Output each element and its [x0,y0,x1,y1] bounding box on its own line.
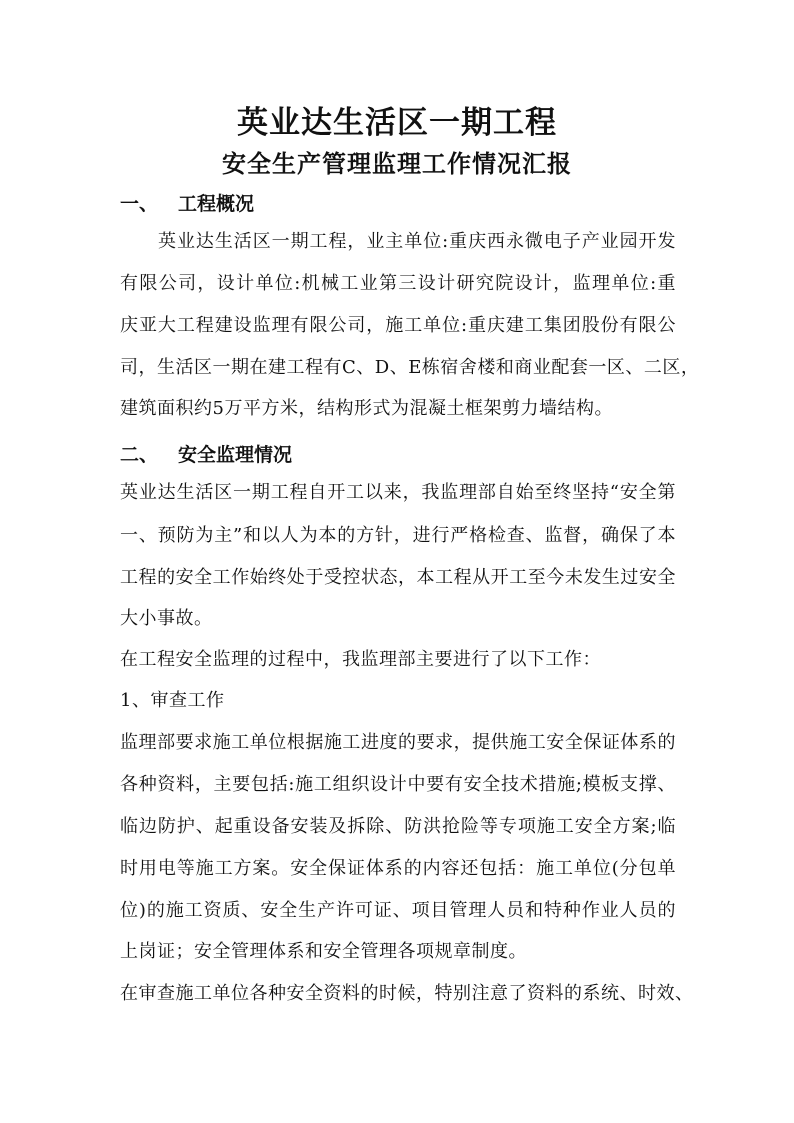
document-title: 英业达生活区一期工程 [237,105,557,141]
paragraph-line: 上岗证；安全管理体系和安全管理各项规章制度。 [120,941,527,962]
paragraph-line: 监理部要求施工单位根据施工进度的要求，提供施工安全保证体系的 [120,732,676,753]
paragraph-line: 大小事故。 [120,608,213,629]
paragraph-line: 工程的安全工作始终处于受控状态，本工程从开工至今未发生过安全 [120,567,676,588]
paragraph-line: 一、预防为主”和以人为本的方针，进行严格检查、监督，确保了本 [120,525,676,546]
paragraph-line: 英业达生活区一期工程，业主单位:重庆西永微电子产业园开发 [158,231,676,252]
paragraph-line: 建筑面积约5万平方米，结构形式为混凝土框架剪力墙结构。 [120,398,613,419]
paragraph-line: 英业达生活区一期工程自开工以来，我监理部自始至终坚持“安全第 [120,482,676,503]
section-number: 一、 [120,193,159,215]
section-heading-2 [120,440,292,467]
paragraph-line: 各种资料，主要包括:施工组织设计中要有安全技术措施;模板支撑、 [120,774,676,795]
paragraph-line: 司，生活区一期在建工程有C、D、E栋宿舍楼和商业配套一区、二区， [120,357,700,378]
section-heading-1 [120,189,254,216]
paragraph-line: 有限公司，设计单位:机械工业第三设计研究院设计，监理单位:重 [120,273,676,294]
paragraph-line: 位)的施工资质、安全生产许可证、项目管理人员和特种作业人员的 [120,900,676,921]
subsection-heading: 1、审查工作 [120,690,225,711]
document-subtitle: 安全生产管理监理工作情况汇报 [222,149,572,178]
section-title: 工程概况 [178,193,255,215]
section-number: 二、 [120,444,159,466]
paragraph-line: 临边防护、起重设备安装及拆除、防洪抢险等专项施工安全方案;临 [120,816,676,837]
paragraph-line: 在工程安全监理的过程中，我监理部主要进行了以下工作： [120,649,601,670]
section-title: 安全监理情况 [178,444,293,466]
paragraph-line: 时用电等施工方案。安全保证体系的内容还包括：施工单位(分包单 [120,858,676,879]
paragraph-line: 在审查施工单位各种安全资料的时候，特别注意了资料的系统、时效、 [120,983,694,1004]
paragraph-line: 庆亚大工程建设监理有限公司，施工单位:重庆建工集团股份有限公 [120,315,676,336]
